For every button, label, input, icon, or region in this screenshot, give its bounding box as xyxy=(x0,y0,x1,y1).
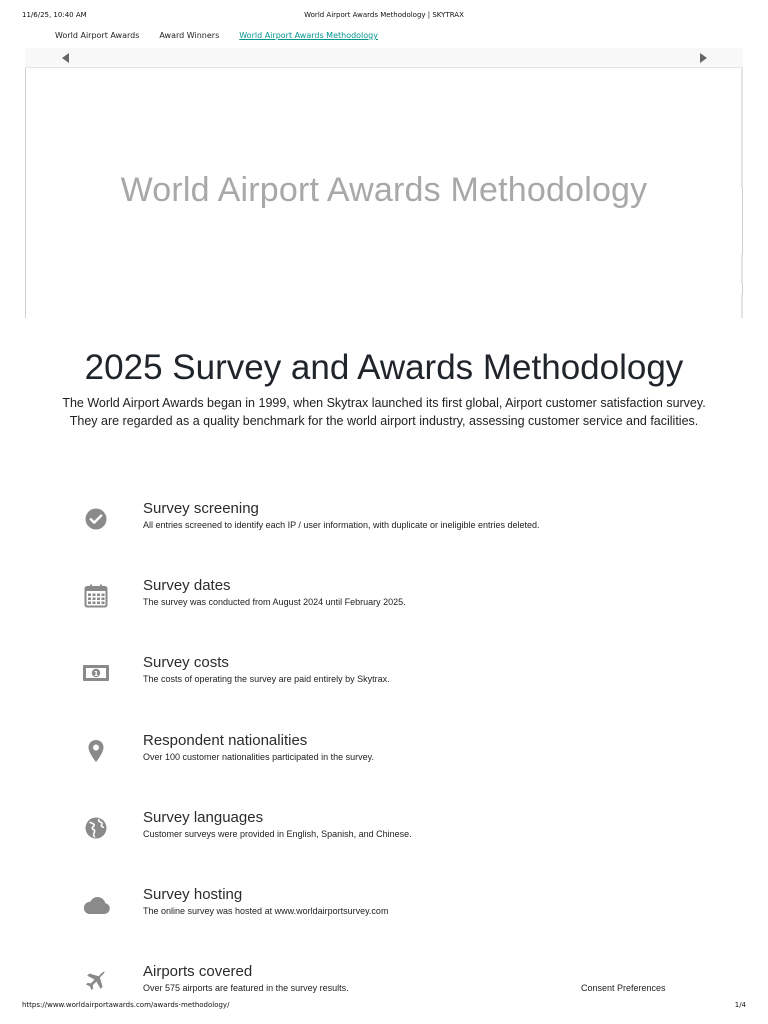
feature-survey-languages xyxy=(0,809,768,849)
feature-survey-costs xyxy=(0,654,768,694)
feature-description: Customer surveys were provided in English, Spanish, and Chinese. xyxy=(143,829,412,839)
print-header xyxy=(0,11,768,23)
feature-description: The survey was conducted from August 2024 until February 2025. xyxy=(143,597,406,607)
intro-paragraph: The World Airport Awards began in 1999, when Skytrax launched its first global, Airport customer satisfaction survey. They are regarded as a quality benchmark for the world airport industry, assessing customer service and facilities. xyxy=(62,396,706,428)
feature-description: Over 575 airports are featured in the survey results. xyxy=(143,983,349,993)
print-timestamp: 11/6/25, 10:40 AM xyxy=(22,11,87,19)
feature-title: Survey screening xyxy=(143,500,259,517)
carousel-next-arrow-icon[interactable] xyxy=(700,53,707,63)
hero-banner xyxy=(25,68,743,318)
plane-icon xyxy=(80,966,112,998)
feature-description: The online survey was hosted at www.worldairportsurvey.com xyxy=(143,906,389,916)
svg-text:1: 1 xyxy=(93,669,99,678)
feature-title: Respondent nationalities xyxy=(143,732,308,749)
nav-link-methodology[interactable]: World Airport Awards Methodology xyxy=(239,31,378,40)
hero-edge-marker xyxy=(741,254,743,284)
print-page-title: World Airport Awards Methodology | SKYTRAX xyxy=(304,11,464,19)
feature-title: Survey languages xyxy=(143,809,264,826)
globe-icon xyxy=(80,812,112,844)
feature-title: Survey hosting xyxy=(143,886,243,903)
nav-link-world-airport-awards[interactable]: World Airport Awards xyxy=(55,31,140,40)
page-title: 2025 Survey and Awards Methodology xyxy=(84,348,684,387)
map-pin-icon xyxy=(80,735,112,767)
print-footer xyxy=(0,1001,768,1013)
hero-edge-marker xyxy=(741,68,743,188)
feature-description: The costs of operating the survey are paid entirely by Skytrax. xyxy=(143,674,390,684)
print-page-number: 1/4 xyxy=(734,1001,746,1009)
consent-preferences-button[interactable]: Consent Preferences xyxy=(581,983,666,993)
feature-survey-screening xyxy=(0,500,768,540)
print-url: https://www.worldairportawards.com/awards-methodology/ xyxy=(22,1001,230,1009)
hero-edge-marker xyxy=(741,294,743,318)
feature-respondent-nationalities xyxy=(0,732,768,772)
feature-description: All entries screened to identify each IP / user information, with duplicate or ineligible entries deleted. xyxy=(143,520,540,530)
feature-description: Over 100 customer nationalities participated in the survey. xyxy=(143,752,374,762)
cloud-icon xyxy=(80,889,112,921)
money-icon xyxy=(80,657,112,689)
top-nav xyxy=(55,31,398,43)
feature-title: Survey costs xyxy=(143,654,229,671)
check-circle-icon xyxy=(80,503,112,535)
calendar-icon xyxy=(80,580,112,612)
carousel-prev-arrow-icon[interactable] xyxy=(62,53,69,63)
feature-survey-dates xyxy=(0,577,768,617)
feature-title: Survey dates xyxy=(143,577,231,594)
feature-survey-hosting xyxy=(0,886,768,926)
feature-title: Airports covered xyxy=(143,963,253,980)
carousel-controls xyxy=(25,48,743,68)
hero-title: World Airport Awards Methodology xyxy=(120,171,648,209)
nav-link-award-winners[interactable]: Award Winners xyxy=(159,31,220,40)
